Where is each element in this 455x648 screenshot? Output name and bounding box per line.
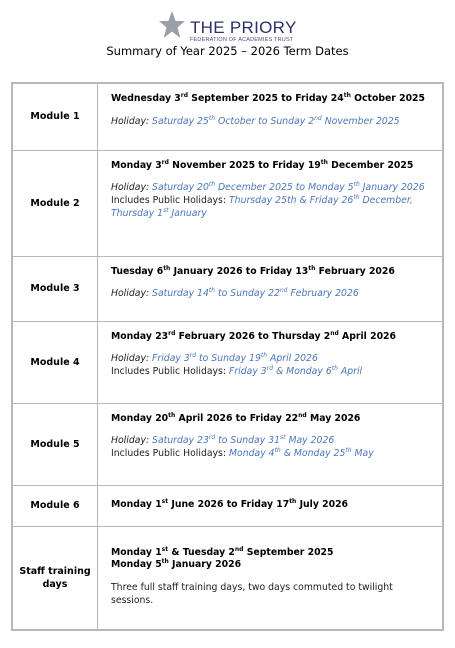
priory-logo (158, 10, 298, 44)
table-row (12, 83, 443, 150)
page-header (0, 0, 455, 70)
module-label: Staff training days (12, 526, 98, 630)
module-label: Module 4 (12, 321, 98, 403)
module-details (98, 403, 444, 485)
term-dates: Wednesday 3rd September 2025 to Friday 24th October 2025 (111, 91, 425, 104)
term-dates: Monday 20th April 2026 to Friday 22nd May 2026 (111, 411, 361, 424)
holiday-line: Holiday: Saturday 20th December 2025 to Monday 5th January 2026 (111, 181, 425, 194)
module-details (98, 150, 444, 256)
module-details (98, 256, 444, 321)
table-row (12, 150, 443, 256)
public-holidays-line: Includes Public Holidays: Monday 4th & Monday 25th May (111, 447, 374, 460)
module-label: Module 2 (12, 150, 98, 256)
logo-name: THE PRIORY (190, 18, 297, 37)
public-holidays-line: Includes Public Holidays: Thursday 25th & Friday 26th December, Thursday 1st January (111, 194, 413, 219)
term-dates: Monday 3rd November 2025 to Friday 19th December 2025 (111, 158, 414, 171)
public-holidays-line: Includes Public Holidays: Friday 3rd & Monday 6th April (111, 365, 363, 378)
holiday-line: Holiday: Saturday 25th October to Sunday 2nd November 2025 (111, 114, 400, 127)
module-label: Module 6 (12, 485, 98, 526)
term-dates: Monday 1st June 2026 to Friday 17th July 2026 (111, 498, 349, 511)
term-dates: Monday 1st & Tuesday 2nd September 2025 (111, 545, 334, 558)
holiday-line: Holiday: Saturday 23rd to Sunday 31st May 2026 (111, 434, 335, 447)
table-row (12, 321, 443, 403)
star-icon (158, 10, 186, 40)
term-dates: Monday 23rd February 2026 to Thursday 2nd April 2026 (111, 329, 396, 342)
table-row (12, 485, 443, 526)
training-note: Three full staff training days, two days commuted to twilight sessions. (111, 582, 393, 606)
module-details (98, 83, 444, 150)
table-row (12, 403, 443, 485)
module-label: Module 3 (12, 256, 98, 321)
term-dates-table (11, 82, 444, 631)
page-title: Summary of Year 2025 – 2026 Term Dates (106, 44, 349, 58)
term-dates: Monday 5th January 2026 (111, 558, 242, 571)
term-dates: Tuesday 6th January 2026 to Friday 13th February 2026 (111, 264, 395, 277)
logo-subtitle: FEDERATION OF ACADEMIES TRUST (190, 37, 294, 43)
module-label: Module 1 (12, 83, 98, 150)
module-details (98, 485, 444, 526)
table-row (12, 256, 443, 321)
table-row (12, 526, 443, 630)
holiday-line: Holiday: Friday 3rd to Sunday 19th April 2026 (111, 352, 318, 365)
module-label: Module 5 (12, 403, 98, 485)
module-details (98, 526, 444, 630)
module-details (98, 321, 444, 403)
holiday-line: Holiday: Saturday 14th to Sunday 22nd February 2026 (111, 287, 359, 300)
